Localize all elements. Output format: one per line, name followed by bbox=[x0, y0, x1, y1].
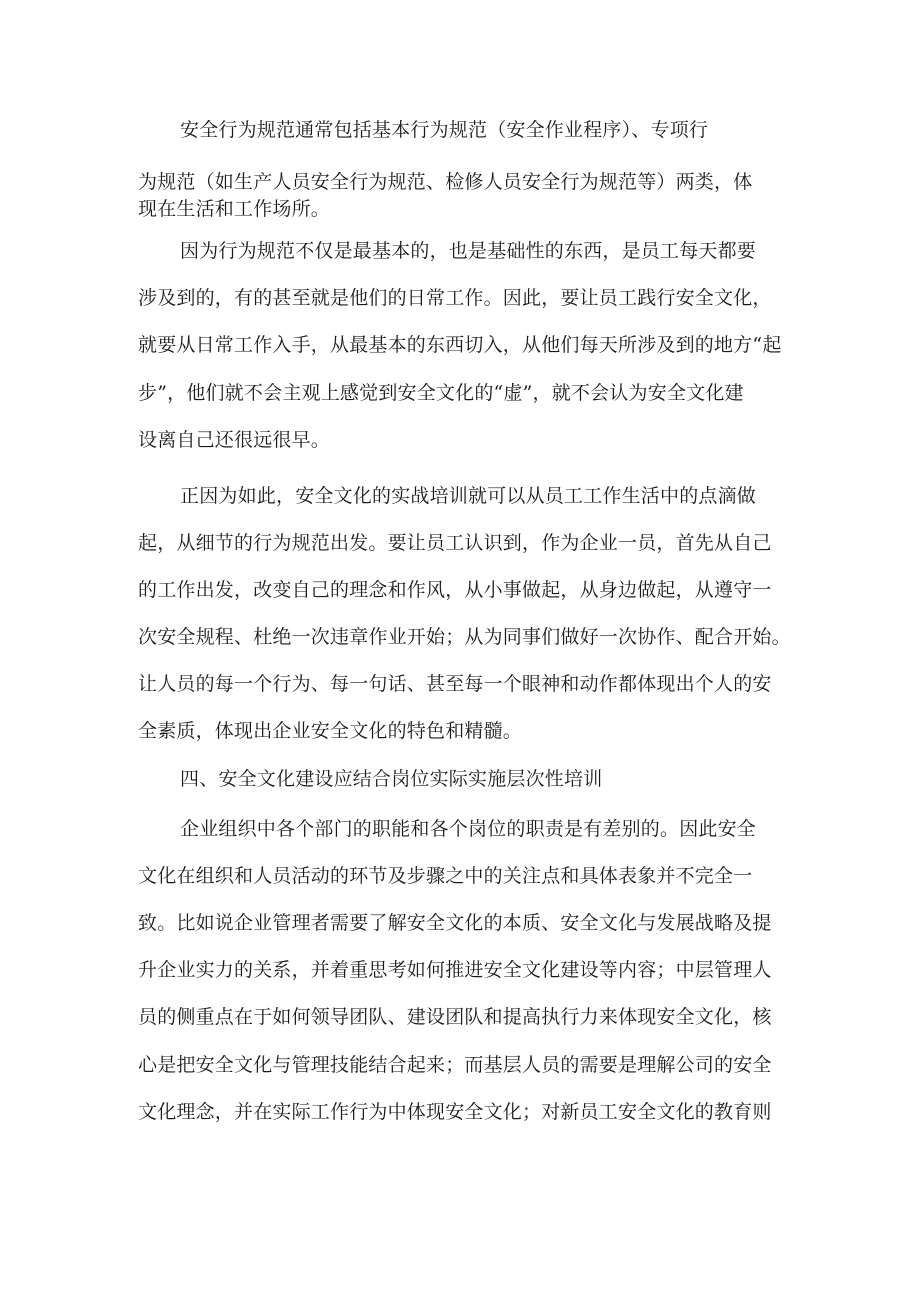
text-line-6: 就要从日常工作入手，从最基本的东西切入，从他们每天所涉及到的地方“起 bbox=[138, 334, 782, 356]
text-line-22: 文化理念，并在实际工作行为中体现安全文化；对新员工安全文化的教育则 bbox=[138, 1101, 772, 1123]
section-heading: 四、安全文化建设应结合岗位实际实施层次性培训 bbox=[180, 768, 603, 790]
text-line-8: 设离自己还很远很早。 bbox=[138, 429, 331, 451]
text-line-16: 企业组织中各个部门的职能和各个岗位的职责是有差别的。因此安全 bbox=[180, 818, 757, 840]
text-line-5: 涉及到的，有的甚至就是他们的日常工作。因此，要让员工践行安全文化， bbox=[138, 287, 772, 309]
text-line-17: 文化在组织和人员活动的环节及步骤之中的关注点和具体表象并不完全一 bbox=[138, 865, 753, 887]
text-line-14: 全素质，体现出企业安全文化的特色和精髓。 bbox=[138, 720, 523, 742]
text-line-12: 次安全规程、杜绝一次违章作业开始；从为同事们做好一次协作、配合开始。 bbox=[138, 626, 791, 648]
text-line-3: 现在生活和工作场所。 bbox=[138, 198, 331, 220]
text-line-2: 为规范（如生产人员安全行为规范、检修人员安全行为规范等）两类，体 bbox=[138, 171, 753, 193]
text-line-4: 因为行为规范不仅是最基本的，也是基础性的东西，是员工每天都要 bbox=[180, 240, 757, 262]
text-line-10: 起，从细节的行为规范出发。要让员工认识到，作为企业一员，首先从自己 bbox=[138, 532, 772, 554]
text-line-18: 致。比如说企业管理者需要了解安全文化的本质、安全文化与发展战略及提 bbox=[138, 912, 772, 934]
text-line-1: 安全行为规范通常包括基本行为规范（安全作业程序）、专项行 bbox=[180, 119, 709, 141]
text-line-19: 升企业实力的关系，并着重思考如何推进安全文化建设等内容；中层管理人 bbox=[138, 959, 772, 981]
text-line-21: 心是把安全文化与管理技能结合起来；而基层人员的需要是理解公司的安全 bbox=[138, 1054, 772, 1076]
text-line-20: 员的侧重点在于如何领导团队、建设团队和提高执行力来体现安全文化，核 bbox=[138, 1006, 772, 1028]
text-line-9: 正因为如此，安全文化的实战培训就可以从员工工作生活中的点滴做 bbox=[180, 485, 757, 507]
text-line-11: 的工作出发，改变自己的理念和作风，从小事做起，从身边做起，从遵守一 bbox=[138, 579, 772, 601]
text-line-7: 步”，他们就不会主观上感觉到安全文化的“虚”，就不会认为安全文化建 bbox=[138, 382, 744, 404]
text-line-13: 让人员的每一个行为、每一句话、甚至每一个眼神和动作都体现出个人的安 bbox=[138, 673, 772, 695]
